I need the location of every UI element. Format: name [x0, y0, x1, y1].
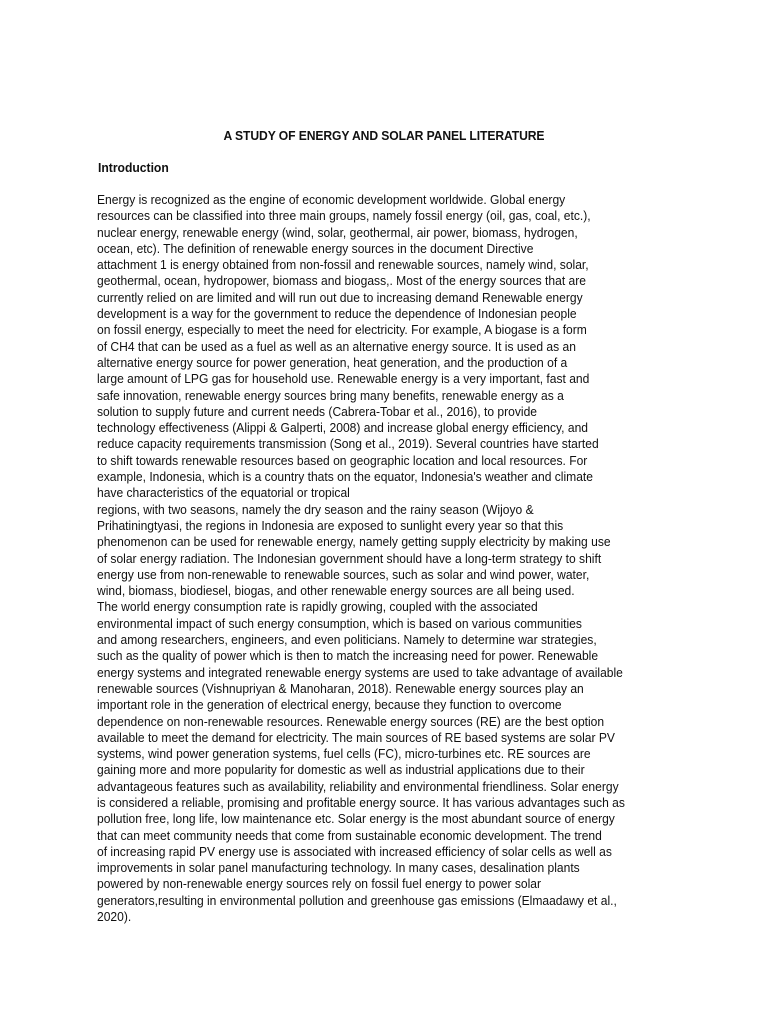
body-line: The world energy consumption rate is rapidly growing, coupled with the associated — [97, 599, 538, 615]
body-line: of CH4 that can be used as a fuel as well as an alternative energy source. It is used as an — [97, 338, 576, 354]
body-line: generators,resulting in environmental pollution and greenhouse gas emissions (Elmaadawy et al., — [97, 892, 617, 908]
body-line: of solar energy radiation. The Indonesian government should have a long-term strategy to shift — [97, 550, 602, 566]
body-line: such as the quality of power which is then to match the increasing need for power. Renewable — [97, 648, 599, 664]
body-line: resources can be classified into three main groups, namely fossil energy (oil, gas, coal, etc.), — [97, 208, 591, 224]
body-line: reduce capacity requirements transmission (Song et al., 2019). Several countries have started — [97, 436, 599, 452]
body-line: safe innovation, renewable energy sources bring many benefits, renewable energy as a — [97, 387, 564, 403]
body-line: development is a way for the government to reduce the dependence of Indonesian people — [97, 306, 577, 322]
body-line: example, Indonesia, which is a country thats on the equator, Indonesia's weather and climate — [97, 469, 594, 485]
body-line: systems, wind power generation systems, fuel cells (FC), micro-turbines etc. RE sources are — [97, 746, 591, 762]
body-line: solution to supply future and current needs (Cabrera-Tobar et al., 2016), to provide — [97, 403, 538, 419]
body-line: have characteristics of the equatorial or tropical — [97, 485, 350, 501]
body-line: alternative energy source for power generation, heat generation, and the production of a — [97, 354, 568, 370]
body-line: environmental impact of such energy consumption, which is based on various communities — [97, 615, 582, 631]
body-line: pollution free, long life, low maintenance etc. Solar energy is the most abundant source of energy — [97, 811, 615, 827]
body-line: powered by non-renewable energy sources rely on fossil fuel energy to power solar — [97, 876, 542, 892]
body-line: attachment 1 is energy obtained from non-fossil and renewable sources, namely wind, solar, — [97, 257, 589, 273]
body-line: phenomenon can be used for renewable energy, namely getting supply electricity by making use — [97, 534, 611, 550]
body-line: of increasing rapid PV energy use is associated with increased efficiency of solar cells as well as — [97, 843, 612, 859]
body-line: Prihatiningtyasi, the regions in Indonesia are exposed to sunlight every year so that this — [97, 517, 564, 533]
body-line: to shift towards renewable resources based on geographic location and local resources. For — [97, 452, 588, 468]
body-line: wind, biomass, biodiesel, biogas, and other renewable energy sources are all being used. — [97, 583, 575, 599]
body-line: 2020). — [97, 909, 132, 925]
body-line: gaining more and more popularity for domestic as well as industrial applications due to their — [97, 762, 585, 778]
body-line: important role in the generation of electrical energy, because they function to overcome — [97, 697, 562, 713]
section-heading-introduction: Introduction — [98, 160, 169, 175]
body-line: technology effectiveness (Alippi & Galperti, 2008) and increase global energy efficiency, and — [97, 420, 589, 436]
body-text — [97, 192, 697, 925]
document-title: A STUDY OF ENERGY AND SOLAR PANEL LITERATURE — [223, 128, 545, 143]
body-line: renewable sources (Vishnupriyan & Manoharan, 2018). Renewable energy sources play an — [97, 680, 584, 696]
body-line: regions, with two seasons, namely the dry season and the rainy season (Wijoyo & — [97, 501, 534, 517]
body-line: nuclear energy, renewable energy (wind, solar, geothermal, air power, biomass, hydrogen, — [97, 224, 578, 240]
body-line: geothermal, ocean, hydropower, biomass and biogass,. Most of the energy sources that are — [97, 273, 586, 289]
body-line: is considered a reliable, promising and profitable energy source. It has various advantages such as — [97, 794, 625, 810]
body-line: Energy is recognized as the engine of economic development worldwide. Global energy — [97, 192, 566, 207]
body-line: that can meet community needs that come from sustainable economic development. The trend — [97, 827, 602, 843]
body-line: energy systems and integrated renewable energy systems are used to take advantage of available — [97, 664, 623, 680]
body-line: energy use from non-renewable to renewable sources, such as solar and wind power, water, — [97, 566, 590, 582]
body-line: and among researchers, engineers, and even politicians. Namely to determine war strategies, — [97, 632, 597, 648]
body-line: dependence on non-renewable resources. Renewable energy sources (RE) are the best option — [97, 713, 605, 729]
body-line: currently relied on are limited and will run out due to increasing demand Renewable energy — [97, 289, 583, 305]
body-line: on fossil energy, especially to meet the need for electricity. For example, A biogase is a form — [97, 322, 587, 338]
body-line: improvements in solar panel manufacturing technology. In many cases, desalination plants — [97, 860, 580, 876]
body-line: large amount of LPG gas for household use. Renewable energy is a very important, fast and — [97, 371, 590, 387]
body-line: advantageous features such as availability, reliability and environmental friendliness. Solar energy — [97, 778, 619, 794]
body-line: ocean, etc). The definition of renewable energy sources in the document Directive — [97, 240, 534, 256]
body-line: available to meet the demand for electricity. The main sources of RE based systems are solar PV — [97, 729, 615, 745]
